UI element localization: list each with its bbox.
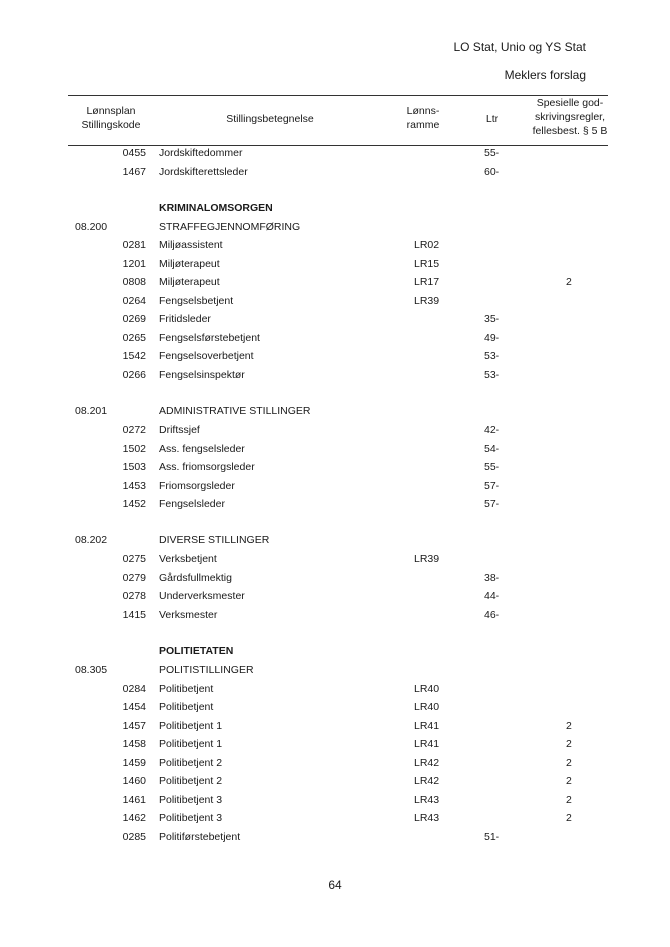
salary-frame: LR40	[414, 701, 440, 713]
table-row	[0, 199, 670, 217]
special-rules: 2	[566, 738, 572, 750]
position-title: Verksmester	[159, 609, 218, 621]
table-row	[0, 144, 670, 162]
table-row	[0, 754, 670, 772]
table-row	[0, 292, 670, 310]
special-rules: 2	[566, 794, 572, 806]
table-row	[0, 421, 670, 439]
table-row	[0, 698, 670, 716]
table-row	[0, 661, 670, 679]
table-row	[0, 310, 670, 328]
position-code: 0281	[122, 239, 146, 251]
salary-frame: LR42	[414, 775, 440, 787]
salary-step: 46-	[484, 609, 500, 621]
salary-step: 51-	[484, 831, 500, 843]
position-title: Politibetjent 3	[159, 794, 223, 806]
table-row	[0, 772, 670, 790]
table-row	[0, 236, 670, 254]
position-title: POLITIETATEN	[159, 645, 234, 657]
table-row	[0, 273, 670, 291]
salary-frame: LR39	[414, 553, 440, 565]
salary-frame: LR41	[414, 720, 440, 732]
position-code: 0266	[122, 369, 146, 381]
section-code: 08.202	[75, 534, 108, 546]
position-code: 1459	[122, 757, 146, 769]
position-title: Politibetjent 2	[159, 775, 223, 787]
table-row	[0, 163, 670, 181]
table-row	[0, 347, 670, 365]
table-row	[0, 329, 670, 347]
section-code: 08.305	[75, 664, 108, 676]
position-code: 1454	[122, 701, 146, 713]
salary-step: 57-	[484, 498, 500, 510]
column-header-ltr: Ltr	[485, 113, 499, 125]
position-code: 0264	[122, 295, 146, 307]
column-header-lonnsplan: Lønnsplan Stillingskode	[81, 105, 141, 131]
position-code: 0278	[122, 590, 146, 602]
position-code: 0285	[122, 831, 146, 843]
salary-step: 54-	[484, 443, 500, 455]
position-title: Friomsorgsleder	[159, 480, 235, 492]
position-title: Jordskifterettsleder	[159, 166, 248, 178]
salary-frame: LR42	[414, 757, 440, 769]
table-row	[0, 477, 670, 495]
salary-step: 38-	[484, 572, 500, 584]
position-code: 1461	[122, 794, 146, 806]
table-row	[0, 531, 670, 549]
position-code: 1201	[122, 258, 146, 270]
position-title: Politibetjent	[159, 701, 214, 713]
position-title: Miljøassistent	[159, 239, 223, 251]
position-code: 1415	[122, 609, 146, 621]
special-rules: 2	[566, 757, 572, 769]
position-title: Fritidsleder	[159, 313, 211, 325]
table-row	[0, 587, 670, 605]
position-title: Politiførstebetjent	[159, 831, 241, 843]
table-row	[0, 218, 670, 236]
position-title: Politibetjent 2	[159, 757, 223, 769]
position-code: 1502	[122, 443, 146, 455]
position-title: Politibetjent	[159, 683, 214, 695]
salary-step: 49-	[484, 332, 500, 344]
special-rules: 2	[566, 276, 572, 288]
position-title: POLITISTILLINGER	[159, 664, 254, 676]
column-header-stillingsbetegnelse: Stillingsbetegnelse	[226, 113, 314, 125]
section-code: 08.201	[75, 405, 108, 417]
position-code: 1452	[122, 498, 146, 510]
position-code: 1542	[122, 350, 146, 362]
table-row	[0, 642, 670, 660]
salary-step: 44-	[484, 590, 500, 602]
position-title: Politibetjent 1	[159, 720, 223, 732]
position-code: 0275	[122, 553, 146, 565]
salary-step: 35-	[484, 313, 500, 325]
position-title: Ass. friomsorgsleder	[159, 461, 255, 473]
table-row	[0, 569, 670, 587]
table-row	[0, 735, 670, 753]
position-title: Verksbetjent	[159, 553, 217, 565]
position-code: 1458	[122, 738, 146, 750]
table-row	[0, 458, 670, 476]
table-row	[0, 680, 670, 698]
position-title: Fengselsbetjent	[159, 295, 234, 307]
table-row	[0, 791, 670, 809]
salary-step: 55-	[484, 461, 500, 473]
position-title: Politibetjent 3	[159, 812, 223, 824]
position-title: Fengselsinspektør	[159, 369, 245, 381]
position-code: 0455	[122, 147, 146, 159]
special-rules: 2	[566, 775, 572, 787]
salary-step: 42-	[484, 424, 500, 436]
salary-frame: LR43	[414, 794, 440, 806]
position-code: 1462	[122, 812, 146, 824]
column-header-lonnsramme: Lønns- ramme	[406, 105, 440, 131]
position-title: Miljøterapeut	[159, 276, 220, 288]
position-title: Fengselsoverbetjent	[159, 350, 254, 362]
position-code: 1457	[122, 720, 146, 732]
position-title: Ass. fengselsleder	[159, 443, 245, 455]
special-rules: 2	[566, 812, 572, 824]
position-title: Jordskiftedommer	[159, 147, 243, 159]
page-number: 64	[328, 878, 342, 892]
salary-frame: LR02	[414, 239, 440, 251]
table-row	[0, 366, 670, 384]
salary-frame: LR17	[414, 276, 440, 288]
position-title: Politibetjent 1	[159, 738, 223, 750]
position-title: ADMINISTRATIVE STILLINGER	[159, 405, 311, 417]
position-title: STRAFFEGJENNOMFØRING	[159, 221, 301, 233]
position-code: 0279	[122, 572, 146, 584]
salary-frame: LR40	[414, 683, 440, 695]
position-title: Miljøterapeut	[159, 258, 220, 270]
position-code: 0269	[122, 313, 146, 325]
table-row	[0, 440, 670, 458]
salary-frame: LR41	[414, 738, 440, 750]
special-rules: 2	[566, 720, 572, 732]
position-code: 0808	[122, 276, 146, 288]
position-title: Fengselsleder	[159, 498, 225, 510]
section-code: 08.200	[75, 221, 108, 233]
header-parties: LO Stat, Unio og YS Stat	[453, 40, 586, 54]
position-code: 0284	[122, 683, 146, 695]
salary-step: 53-	[484, 350, 500, 362]
table-row	[0, 606, 670, 624]
salary-step: 57-	[484, 480, 500, 492]
position-title: Underverksmester	[159, 590, 245, 602]
salary-frame: LR15	[414, 258, 440, 270]
header-proposal: Meklers forslag	[504, 68, 586, 82]
salary-step: 60-	[484, 166, 500, 178]
salary-step: 55-	[484, 147, 500, 159]
table-row	[0, 809, 670, 827]
table-row	[0, 550, 670, 568]
table-row	[0, 402, 670, 420]
position-code: 0272	[122, 424, 146, 436]
position-code: 1453	[122, 480, 146, 492]
position-code: 0265	[122, 332, 146, 344]
position-code: 1460	[122, 775, 146, 787]
table-row	[0, 495, 670, 513]
position-title: Driftssjef	[159, 424, 200, 436]
position-code: 1503	[122, 461, 146, 473]
position-title: KRIMINALOMSORGEN	[159, 202, 273, 214]
position-code: 1467	[122, 166, 146, 178]
salary-frame: LR43	[414, 812, 440, 824]
table-row	[0, 255, 670, 273]
salary-step: 53-	[484, 369, 500, 381]
position-title: Fengselsførstebetjent	[159, 332, 260, 344]
position-title: DIVERSE STILLINGER	[159, 534, 270, 546]
salary-frame: LR39	[414, 295, 440, 307]
table-row	[0, 828, 670, 846]
table-row	[0, 717, 670, 735]
column-header-spesielle: Spesielle god- skrivingsregler, fellesbest. § 5 B	[532, 97, 608, 137]
position-title: Gårdsfullmektig	[159, 572, 232, 584]
